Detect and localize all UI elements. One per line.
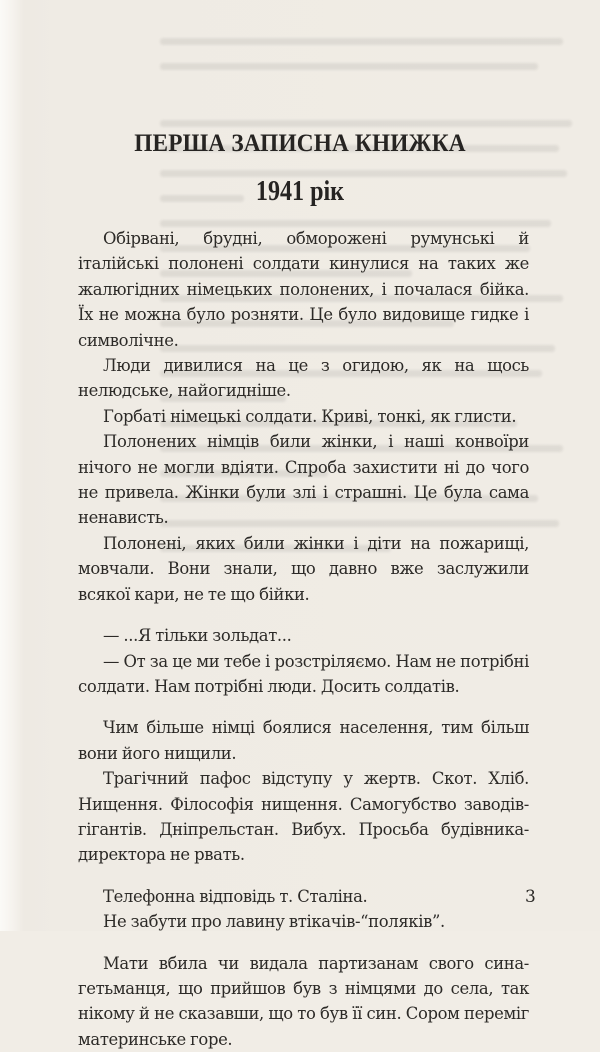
paragraph: Горбаті німецькі солдати. Криві, тонкі, як глисти. [103, 406, 517, 426]
paragraph: Телефонна відповідь т. Сталіна. [103, 886, 368, 906]
paragraph: Полонених німців били жінки, і наші конвоїри нічого не могли вдіяти. Спроба захистити ні до чого не привела. Жінки були злі і страшні. Це була сама ненависть. [78, 432, 529, 528]
section-break [78, 868, 529, 884]
paragraph: Чим більше німці боялися населення, тим більш вони його нищили. [78, 718, 529, 763]
chapter-heading: ПЕРША ЗАПИСНА КНИЖКА [134, 130, 466, 157]
section-break [78, 699, 529, 715]
section-break [78, 607, 529, 623]
paragraph: Обірвані, брудні, обморожені румунські й італійські полонені солдати кинулися на таких же жалюгідних німецьких полонених, і почалася бійка. Їх не можна було розняти. Це було видовище гидке і символічне. [78, 229, 529, 350]
body-text [78, 226, 529, 1052]
year-subheading: 1941 рік [255, 176, 345, 207]
dialogue-line: — ...Я тільки зольдат... [103, 626, 292, 646]
paragraph: Трагічний пафос відступу у жертв. Скот. Хліб. Нищення. Філософія нищення. Самогубство заводів-гігантів. Дніпрельстан. Вибух. Просьба будівника-директора не рвать. [78, 769, 529, 865]
page-number: 3 [525, 887, 536, 907]
paragraph: Люди дивилися на це з огидою, як на щось нелюдське, найогидніше. [78, 356, 529, 401]
paragraph: Полонені, яких били жінки і діти на пожарищі, мовчали. Вони знали, що давно вже заслужили всякої кари, не те що бійки. [78, 533, 529, 604]
dialogue-line: — От за це ми тебе і розстріляємо. Нам не потрібні солдати. Нам потрібні люди. Досить солдатів. [78, 651, 529, 696]
paragraph: Не забути про лавину втікачів-“поляків”. [103, 912, 445, 932]
section-break [78, 935, 529, 951]
paragraph: Мати вбила чи видала партизанам свого сина-гетьманця, що прийшов був з німцями до села, так нікому й не сказавши, що то був її син. Сором переміг материнське горе. [78, 953, 529, 1049]
